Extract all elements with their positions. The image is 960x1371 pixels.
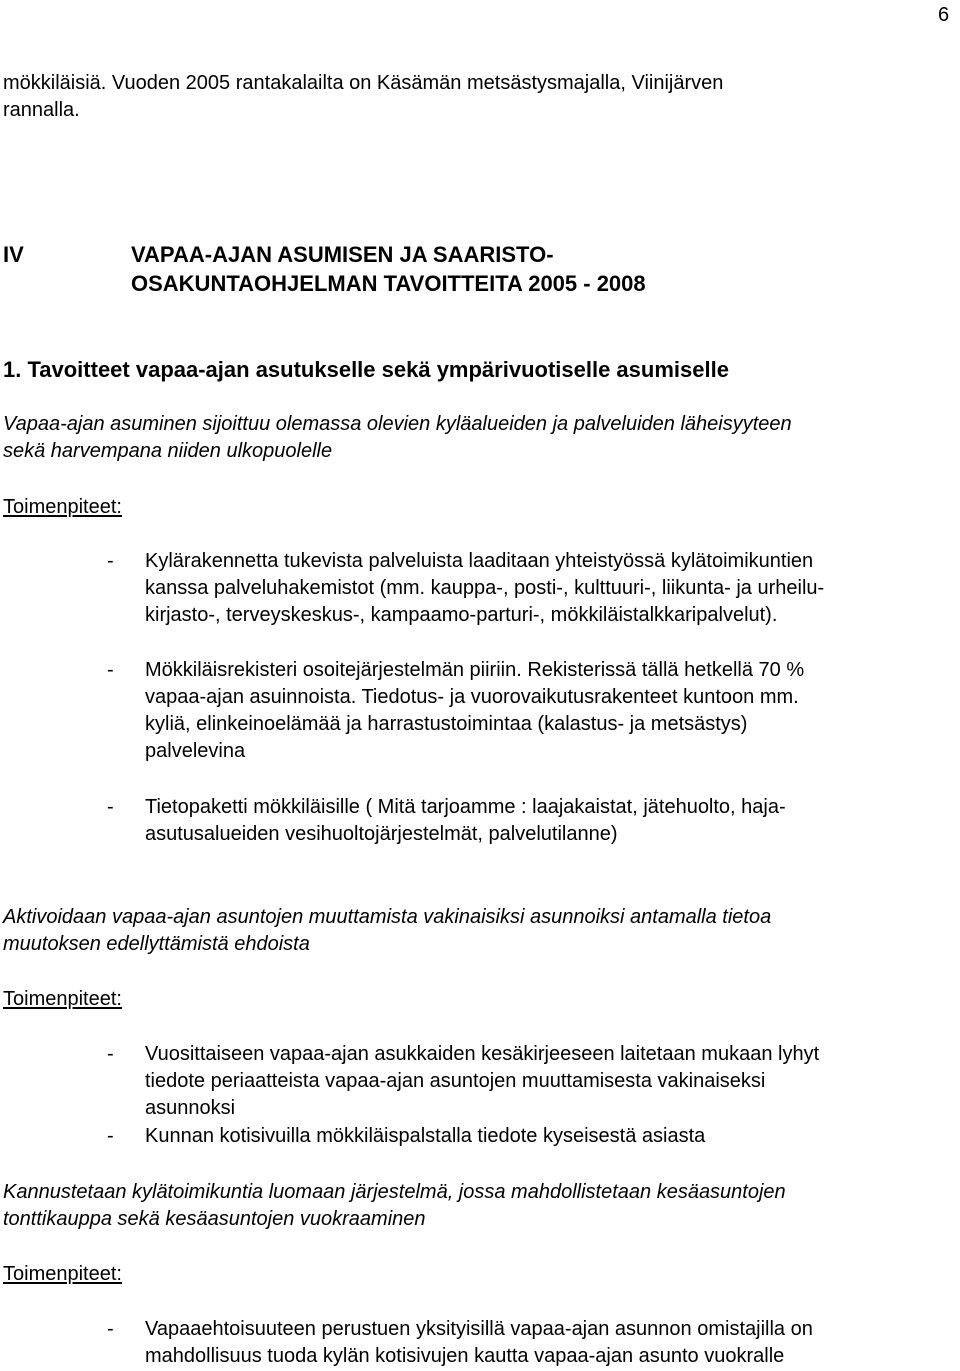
- actions-label: Toimenpiteet:: [3, 988, 122, 1010]
- goal-line: Aktivoidaan vapaa-ajan asuntojen muuttamista vakinaisiksi asunnoiksi antamalla tietoa: [3, 906, 772, 928]
- subsection-heading: 1. Tavoitteet vapaa-ajan asutukselle sekä ympärivuotiselle asumiselle: [3, 357, 729, 382]
- bullet-dash: -: [107, 1043, 114, 1065]
- action-line: palvelevina: [145, 740, 246, 762]
- goal-line: sekä harvempana niiden ulkopuolelle: [3, 440, 333, 462]
- action-line: kirjasto-, terveyskeskus-, kampaamo-parturi-, mökkiläistalkkaripalvelut).: [145, 604, 778, 626]
- goal-line: tonttikauppa sekä kesäasuntojen vuokraaminen: [3, 1208, 426, 1230]
- action-line: Tietopaketti mökkiläisille ( Mitä tarjoamme : laajakaistat, jätehuolto, haja-: [145, 796, 786, 818]
- action-line: Vapaaehtoisuuteen perustuen yksityisillä vapaa-ajan asunnon omistajilla on: [145, 1318, 813, 1340]
- action-line: kyliä, elinkeinoelämää ja harrastustoimintaa (kalastus- ja metsästys): [145, 713, 748, 735]
- action-line: Vuosittaiseen vapaa-ajan asukkaiden kesäkirjeeseen laitetaan mukaan lyhyt: [145, 1043, 820, 1065]
- bullet-dash: -: [107, 1125, 114, 1147]
- action-line: tiedote periaatteista vapaa-ajan asuntojen muuttamisesta vakinaiseksi: [145, 1070, 766, 1092]
- section-title-line: VAPAA-AJAN ASUMISEN JA SAARISTO-: [131, 242, 554, 267]
- intro-line: rannalla.: [3, 99, 80, 121]
- action-line: mahdollisuus tuoda kylän kotisivujen kautta vapaa-ajan asunto vuokralle: [145, 1345, 785, 1367]
- action-line: asunnoksi: [145, 1097, 236, 1119]
- action-line: vapaa-ajan asuinnoista. Tiedotus- ja vuorovaikutusrakenteet kuntoon mm.: [145, 686, 799, 708]
- action-line: Mökkiläisrekisteri osoitejärjestelmän piiriin. Rekisterissä tällä hetkellä 70 %: [145, 659, 805, 681]
- section-title-line: OSAKUNTAOHJELMAN TAVOITTEITA 2005 - 2008: [131, 271, 646, 296]
- action-line: Kylärakennetta tukevista palveluista laaditaan yhteistyössä kylätoimikuntien: [145, 550, 814, 572]
- action-line: Kunnan kotisivuilla mökkiläispalstalla tiedote kyseisestä asiasta: [145, 1125, 706, 1147]
- bullet-dash: -: [107, 1318, 114, 1340]
- goal-line: Kannustetaan kylätoimikuntia luomaan järjestelmä, jossa mahdollistetaan kesäasuntojen: [3, 1181, 786, 1203]
- bullet-dash: -: [107, 550, 114, 572]
- section-numeral: IV: [3, 242, 24, 267]
- action-line: asutusalueiden vesihuoltojärjestelmät, palvelutilanne): [145, 823, 618, 845]
- intro-line: mökkiläisiä. Vuoden 2005 rantakalailta on Käsämän metsästysmajalla, Viinijärven: [3, 72, 724, 94]
- actions-label: Toimenpiteet:: [3, 1263, 122, 1285]
- page-number: 6: [938, 4, 950, 26]
- bullet-dash: -: [107, 796, 114, 818]
- actions-label: Toimenpiteet:: [3, 496, 122, 518]
- action-line: kanssa palveluhakemistot (mm. kauppa-, posti-, kulttuuri-, liikunta- ja urheilu-: [145, 577, 825, 599]
- goal-line: Vapaa-ajan asuminen sijoittuu olemassa olevien kyläalueiden ja palveluiden läheisyyteen: [3, 413, 792, 435]
- bullet-dash: -: [107, 659, 114, 681]
- goal-line: muutoksen edellyttämistä ehdoista: [3, 933, 310, 955]
